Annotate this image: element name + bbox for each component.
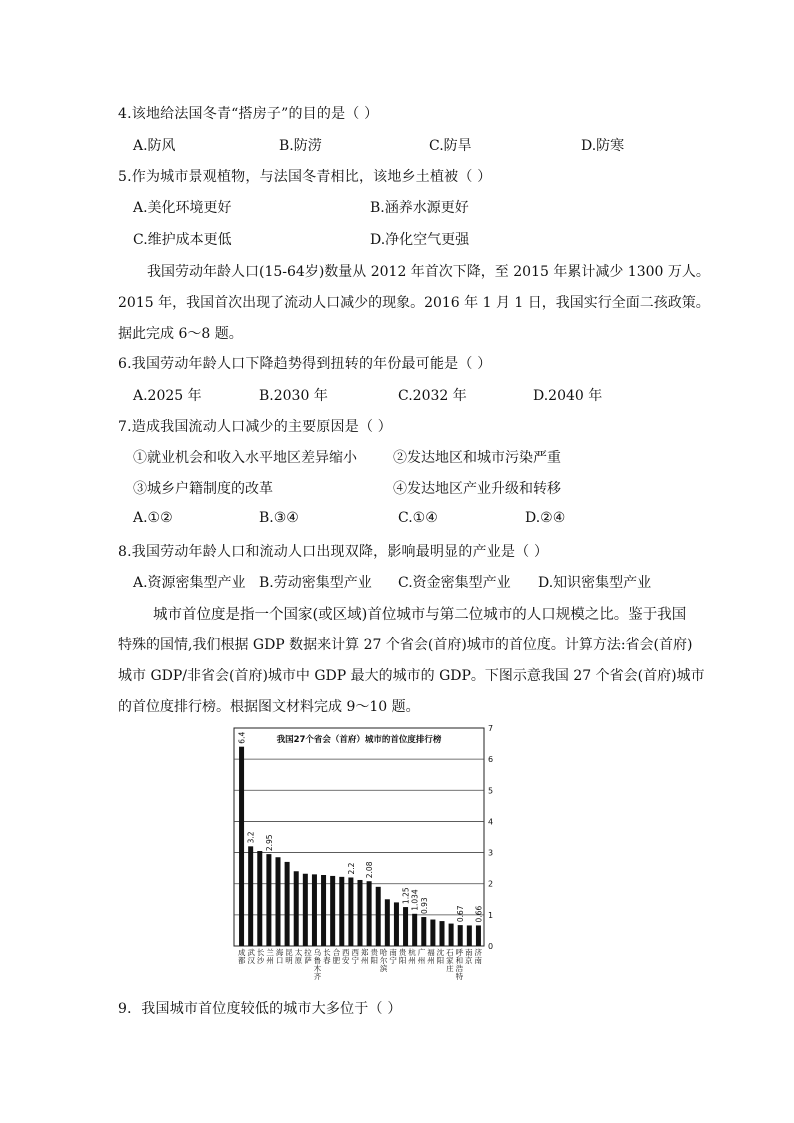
bar: [449, 924, 454, 946]
data-label: 2.08: [365, 861, 375, 879]
bar: [348, 877, 353, 946]
data-label: 2.2: [346, 862, 356, 875]
chart-canvas: [226, 724, 500, 981]
material-1-line-1: 我国劳动年龄人口(15-64岁)数量从 2012 年首次下降，至 2015 年累计减少 1300 万人。: [147, 264, 710, 280]
primacy-ranking-chart: [226, 724, 500, 981]
bar: [303, 874, 308, 946]
bar: [403, 907, 408, 946]
bar: [430, 920, 435, 946]
x-category-label: 福州: [427, 948, 435, 965]
bar: [357, 880, 362, 946]
bar: [476, 925, 481, 946]
option-d: D.防寒: [581, 138, 625, 154]
x-category-label: 南京: [465, 948, 473, 965]
question-7-stem: 7.造成我国流动人口减少的主要原因是（ ）: [118, 419, 393, 435]
y-tick-label: 7: [488, 724, 494, 733]
material-2-line-3: 城市 GDP/非省会(首府)城市中 GDP 最大的城市的 GDP。下图示意我国 27 个省会(首府)城市: [118, 668, 705, 684]
item-4: ④发达地区产业升级和转移: [393, 481, 561, 497]
bar: [285, 862, 290, 946]
x-category-label: 呼和浩特: [455, 948, 464, 981]
y-tick-label: 5: [488, 786, 494, 796]
bar: [248, 846, 253, 946]
item-3: ③城乡户籍制度的改革: [133, 481, 273, 497]
x-category-label: 长沙: [256, 948, 265, 965]
y-tick-label: 4: [488, 817, 494, 827]
x-category-label: 乌鲁木齐: [313, 948, 322, 981]
data-label: 0.66: [474, 905, 484, 923]
bar: [312, 874, 317, 946]
option-b: B.③④: [259, 510, 299, 526]
bar: [321, 875, 326, 946]
item-2: ②发达地区和城市污染严重: [393, 450, 561, 466]
chart-title: 我国27个省会（首府）城市的首位度排行榜: [276, 735, 442, 745]
option-d: D.②④: [525, 510, 566, 526]
material-1-line-2: 2015 年，我国首次出现了流动人口减少的现象。2016 年 1 月 1 日，我国实行全面二孩政策。: [118, 295, 710, 311]
question-5-stem: 5.作为城市景观植物，与法国冬青相比，该地乡土植被（ ）: [118, 169, 492, 185]
bar: [257, 851, 262, 946]
option-b: B.涵养水源更好: [370, 200, 469, 216]
material-2-line-2: 特殊的国情,我们根据 GDP 数据来计算 27 个省会(首府)城市的首位度。计算方法:省会(首府): [118, 637, 693, 653]
x-category-label: 成都: [237, 948, 246, 965]
bar: [421, 917, 426, 946]
question-8-stem: 8.我国劳动年龄人口和流动人口出现双降，影响最明显的产业是（ ）: [118, 544, 549, 560]
bar: [376, 887, 381, 946]
x-category-label: 贵阳: [370, 948, 378, 965]
x-category-label: 武汉: [247, 948, 255, 965]
y-tick-label: 2: [488, 879, 494, 889]
x-category-label: 郑州: [360, 948, 369, 965]
bar: [294, 871, 299, 946]
x-category-label: 西安: [342, 948, 350, 965]
bar: [239, 747, 244, 946]
bar: [330, 876, 335, 946]
option-c: C.2032 年: [398, 388, 467, 404]
question-6-stem: 6.我国劳动年龄人口下降趋势得到扭转的年份最可能是（ ）: [118, 356, 492, 372]
question-9-stem: 9．我国城市首位度较低的城市大多位于（ ）: [118, 1001, 402, 1017]
x-category-label: 杭州: [408, 948, 416, 965]
option-d: D.知识密集型产业: [538, 575, 652, 591]
option-b: B.劳动密集型产业: [259, 575, 372, 591]
data-label: 3.2: [246, 831, 256, 844]
option-b: B.2030 年: [259, 388, 328, 404]
y-tick-label: 0: [488, 942, 494, 951]
data-label: 0.93: [419, 897, 429, 915]
option-a: A.①②: [133, 510, 173, 526]
x-category-label: 济南: [474, 948, 483, 965]
data-label: 0.67: [456, 905, 466, 923]
x-category-label: 兰州: [266, 948, 274, 965]
y-tick-label: 6: [488, 755, 494, 765]
option-a: A.防风: [133, 138, 176, 154]
x-category-label: 南宁: [389, 948, 397, 965]
bar: [458, 925, 463, 946]
option-b: B.防涝: [279, 138, 322, 154]
bar: [467, 925, 472, 946]
y-tick-label: 1: [488, 910, 494, 920]
bar: [394, 902, 399, 946]
x-category-label: 太原: [294, 948, 303, 965]
bar: [339, 877, 344, 946]
x-category-label: 合肥: [332, 948, 341, 965]
x-category-label: 长春: [323, 948, 331, 965]
bar: [275, 857, 280, 946]
x-category-label: 海口: [275, 948, 284, 965]
y-tick-label: 3: [488, 848, 494, 858]
option-a: A.2025 年: [133, 388, 202, 404]
x-category-label: 西宁: [351, 948, 360, 965]
x-category-label: 拉萨: [304, 948, 312, 965]
option-c: C.资金密集型产业: [398, 575, 511, 591]
bar: [385, 899, 390, 946]
option-a: A.美化环境更好: [133, 200, 232, 216]
item-1: ①就业机会和收入水平地区差异缩小: [133, 450, 357, 466]
option-d: D.净化空气更强: [370, 232, 470, 248]
option-d: D.2040 年: [533, 388, 603, 404]
bar: [367, 881, 372, 946]
option-c: C.维护成本更低: [133, 232, 232, 248]
bar: [266, 854, 271, 946]
option-a: A.资源密集型产业: [133, 575, 246, 591]
data-label: 2.95: [264, 834, 274, 852]
question-4-stem: 4.该地给法国冬青“搭房子”的目的是（ ）: [118, 106, 379, 122]
material-1-line-3: 据此完成 6～8 题。: [118, 326, 243, 342]
x-category-label: 昆明: [285, 948, 293, 965]
option-c: C.防旱: [429, 138, 472, 154]
material-2-line-1: 城市首位度是指一个国家(或区域)首位城市与第二位城市的人口规模之比。鉴于我国: [153, 607, 687, 623]
data-label: 1.034: [410, 889, 420, 911]
material-2-line-4: 的首位度排行榜。根据图文材料完成 9～10 题。: [118, 699, 420, 715]
data-label: 6.4: [237, 731, 247, 744]
data-label: 1.25: [401, 887, 411, 905]
x-category-label: 哈尔滨: [379, 948, 388, 973]
x-category-label: 沈阳: [436, 948, 445, 965]
x-category-label: 石家庄: [446, 948, 454, 973]
x-category-label: 广州: [417, 948, 426, 965]
bar: [439, 921, 444, 946]
bar: [412, 914, 417, 946]
option-c: C.①④: [398, 510, 438, 526]
x-category-label: 贵阳: [398, 948, 407, 965]
